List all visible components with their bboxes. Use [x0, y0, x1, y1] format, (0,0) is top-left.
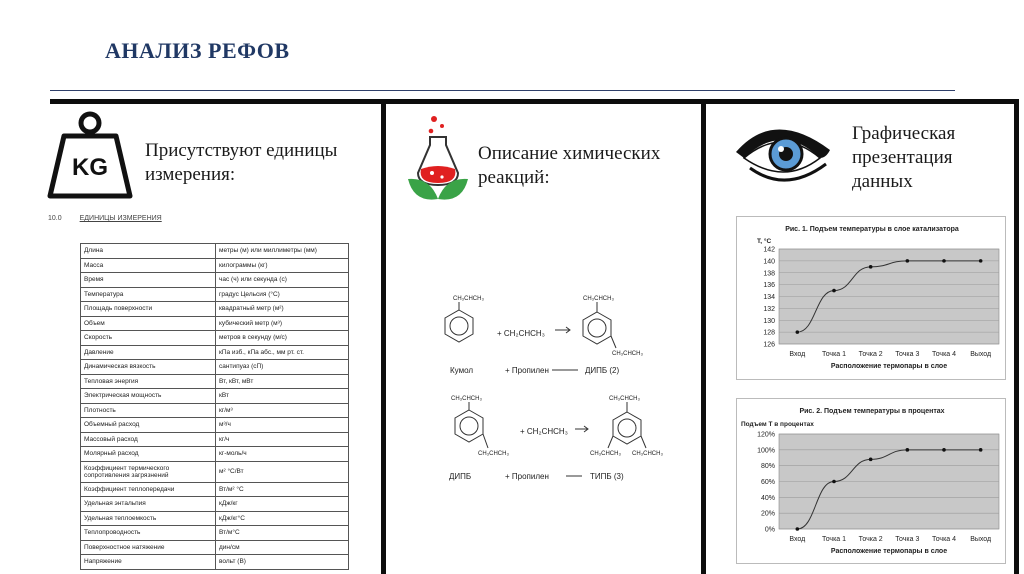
unit-cell: кг-моль/ч	[216, 447, 349, 462]
x-tick-label: Точка 2	[858, 351, 883, 358]
units-heading	[145, 139, 337, 187]
y-tick-label: 130	[763, 317, 775, 325]
unit-cell: метры (м) или миллиметры (мм)	[216, 244, 349, 259]
chart-temperature-rise	[737, 217, 1007, 381]
frame-top-bar	[50, 99, 1019, 104]
x-tick-label: Точка 1	[821, 351, 847, 358]
table-row	[81, 302, 349, 317]
weight-kg-icon	[44, 110, 136, 202]
quantity-cell: Температура	[81, 287, 216, 302]
unit-cell: градус Цельсия (°С)	[216, 287, 349, 302]
benzene-ring	[455, 410, 483, 442]
quantity-cell: Объем	[81, 316, 216, 331]
quantity-cell: Масса	[81, 258, 216, 273]
unit-cell: кДж/кг°С	[216, 511, 349, 526]
unit-cell: кПа изб., кПа абс., мм рт. ст.	[216, 345, 349, 360]
unit-cell: вольт (В)	[216, 555, 349, 570]
column-divider-2	[701, 99, 706, 574]
unit-cell: час (ч) или секунда (с)	[216, 273, 349, 288]
unit-cell: дин/см	[216, 540, 349, 555]
chart-percent-rise	[737, 399, 1007, 565]
data-point	[796, 527, 800, 531]
unit-cell: метров в секунду (м/с)	[216, 331, 349, 346]
y-tick-label: 134	[763, 294, 775, 301]
chart-1-frame	[736, 216, 1006, 380]
table-row	[81, 331, 349, 346]
y-tick-label: 100%	[757, 447, 775, 455]
units-heading-line2: измерения:	[145, 164, 236, 185]
benzene-ring-inner	[460, 417, 478, 435]
quantity-cell: Удельная энтальпия	[81, 497, 216, 512]
benzene-ring-inner	[588, 319, 606, 337]
unit-cell: Вт/м² °С	[216, 482, 349, 497]
quantity-cell: Давление	[81, 345, 216, 360]
graphics-heading-line1: Графическая	[852, 123, 956, 144]
r2-label-mid: + Пропилен	[505, 472, 549, 481]
r2-reagent-formula: CH₂CHCH₃	[526, 427, 568, 436]
quantity-cell: Напряжение	[81, 555, 216, 570]
benzene-ring-inner	[618, 419, 636, 437]
table-row	[81, 555, 349, 570]
x-tick-label: Точка 3	[895, 351, 920, 358]
x-tick-label: Выход	[970, 351, 992, 358]
quantity-cell: Динамическая вязкость	[81, 360, 216, 375]
r2-substituent-bottom: CH₃CHCH₃	[478, 451, 509, 457]
y-tick-label: 120%	[757, 431, 775, 439]
data-point	[869, 458, 873, 462]
table-row	[81, 526, 349, 541]
quantity-cell: Массовый расход	[81, 432, 216, 447]
data-point	[869, 265, 873, 269]
data-point	[832, 480, 836, 484]
y-tick-label: 132	[763, 305, 775, 313]
r2-product-right: CH₃CHCH₃	[632, 451, 663, 457]
r2-substituent-top: CH₃CHCH₃	[451, 396, 482, 402]
table-row	[81, 258, 349, 273]
r1-product-bottom: CH₃CHCH₃	[612, 351, 643, 357]
quantity-cell: Электрическая мощность	[81, 389, 216, 404]
r1-reagent-formula: CH₂CHCH₃	[503, 329, 545, 338]
data-point	[942, 259, 946, 263]
y-tick-label: 60%	[760, 479, 775, 486]
chart-title: Рис. 1. Подъем температуры в слое катализатора	[785, 226, 959, 233]
quantity-cell: Скорость	[81, 331, 216, 346]
unit-cell: Вт, кВт, мВт	[216, 374, 349, 389]
data-point	[979, 259, 983, 263]
benzene-ring-inner	[450, 317, 468, 335]
table-row	[81, 403, 349, 418]
quantity-cell: Коэффициент термического сопротивления загрязнений	[81, 461, 216, 482]
column-divider-1	[381, 99, 386, 574]
x-axis-label: Расположение термопары в слое	[830, 548, 948, 555]
data-point	[906, 259, 910, 263]
data-point	[906, 448, 910, 452]
units-section-header	[48, 215, 162, 222]
table-row	[81, 389, 349, 404]
quantity-cell: Плотность	[81, 403, 216, 418]
x-tick-label: Точка 3	[895, 536, 920, 543]
slide-title: АНАЛИЗ РЕФОВ	[105, 38, 290, 63]
unit-cell: кубический метр (м³)	[216, 316, 349, 331]
table-row	[81, 244, 349, 259]
quantity-cell: Площадь поверхности	[81, 302, 216, 317]
y-tick-label: 142	[763, 246, 775, 254]
x-tick-label: Точка 1	[821, 536, 847, 543]
y-axis-label: T, °C	[757, 238, 772, 245]
units-section-title: ЕДИНИЦЫ ИЗМЕРЕНИЯ	[79, 215, 162, 222]
chart-2-frame	[736, 398, 1006, 564]
data-point	[942, 448, 946, 452]
x-axis-label: Расположение термопары в слое	[830, 363, 948, 370]
graphics-heading	[852, 122, 955, 194]
unit-cell: квадратный метр (м²)	[216, 302, 349, 317]
graphics-heading-line2: презентация	[852, 147, 953, 168]
data-point	[979, 448, 983, 452]
units-section-number: 10.0	[48, 215, 62, 222]
quantity-cell: Объемный расход	[81, 418, 216, 433]
unit-cell: Вт/м°С	[216, 526, 349, 541]
r2-reagent: + CH₂CHCH₃	[520, 427, 568, 436]
benzene-ring	[583, 312, 611, 344]
benzene-ring	[613, 412, 641, 444]
reactions-heading-line2: реакций:	[478, 167, 550, 188]
table-row	[81, 345, 349, 360]
chart-title: Рис. 2. Подъем температуры в процентах	[799, 408, 945, 415]
reactions-heading-line1: Описание химических	[478, 143, 661, 164]
table-row	[81, 540, 349, 555]
unit-cell: м³/ч	[216, 418, 349, 433]
unit-cell: кг/м³	[216, 403, 349, 418]
r2-label-right: ТИПБ (3)	[590, 472, 624, 481]
table-row	[81, 447, 349, 462]
unit-cell: сантипуаз (сП)	[216, 360, 349, 375]
x-tick-label: Точка 2	[858, 536, 883, 543]
table-row	[81, 432, 349, 447]
quantity-cell: Удельная теплоемкость	[81, 511, 216, 526]
r1-label-mid: + Пропилен	[505, 366, 549, 375]
unit-cell: кВт	[216, 389, 349, 404]
y-tick-label: 0%	[764, 526, 775, 534]
table-row	[81, 418, 349, 433]
r2-product-left: CH₃CHCH₃	[590, 451, 621, 457]
flask-leaf-icon	[404, 113, 472, 203]
r1-label-right: ДИПБ (2)	[585, 366, 620, 375]
y-tick-label: 128	[763, 329, 775, 337]
column-divider-3	[1014, 99, 1019, 574]
reactions-heading	[478, 142, 660, 190]
y-tick-label: 20%	[760, 510, 775, 518]
table-row	[81, 482, 349, 497]
r1-product-top: CH₃CHCH₃	[583, 296, 614, 302]
r2-product-top: CH₃CHCH₃	[609, 396, 640, 402]
quantity-cell: Тепловая энергия	[81, 374, 216, 389]
table-row	[81, 316, 349, 331]
quantity-cell: Коэффициент теплопередачи	[81, 482, 216, 497]
quantity-cell: Молярный расход	[81, 447, 216, 462]
r1-substituent-top: CH₃CHCH₃	[453, 296, 484, 302]
x-tick-label: Выход	[970, 536, 992, 543]
units-table	[80, 243, 349, 570]
x-tick-label: Точка 4	[931, 536, 957, 543]
title-divider	[50, 90, 955, 91]
quantity-cell: Теплопроводность	[81, 526, 216, 541]
units-heading-line1: Присутствуют единицы	[145, 140, 338, 161]
eye-icon	[734, 112, 834, 196]
table-row	[81, 374, 349, 389]
y-tick-label: 138	[763, 270, 775, 278]
table-row	[81, 287, 349, 302]
unit-cell: м² °С/Вт	[216, 461, 349, 482]
y-tick-label: 126	[763, 341, 775, 349]
quantity-cell: Длина	[81, 244, 216, 259]
data-point	[796, 330, 800, 334]
x-tick-label: Точка 4	[931, 351, 957, 358]
quantity-cell: Время	[81, 273, 216, 288]
table-row	[81, 360, 349, 375]
r2-label-left: ДИПБ	[449, 472, 472, 481]
r1-label-left: Кумол	[450, 366, 474, 375]
graphics-heading-line3: данных	[852, 171, 913, 192]
data-point	[832, 289, 836, 293]
unit-cell: кг/ч	[216, 432, 349, 447]
reaction-schemes	[430, 290, 670, 490]
table-row	[81, 461, 349, 482]
x-tick-label: Вход	[789, 536, 806, 543]
y-tick-label: 140	[763, 258, 775, 266]
weight-icon-label: KG	[72, 154, 108, 181]
y-tick-label: 40%	[760, 494, 775, 502]
y-tick-label: 136	[763, 282, 775, 290]
unit-cell: килограммы (кг)	[216, 258, 349, 273]
table-row	[81, 273, 349, 288]
unit-cell: кДж/кг	[216, 497, 349, 512]
y-tick-label: 80%	[760, 463, 775, 471]
y-axis-label: Подъем Т в процентах	[741, 421, 814, 428]
r1-reagent: + CH₂CHCH₃	[497, 329, 545, 338]
table-row	[81, 497, 349, 512]
benzene-ring	[445, 310, 473, 342]
quantity-cell: Поверхностное натяжение	[81, 540, 216, 555]
x-tick-label: Вход	[789, 351, 806, 358]
table-row	[81, 511, 349, 526]
